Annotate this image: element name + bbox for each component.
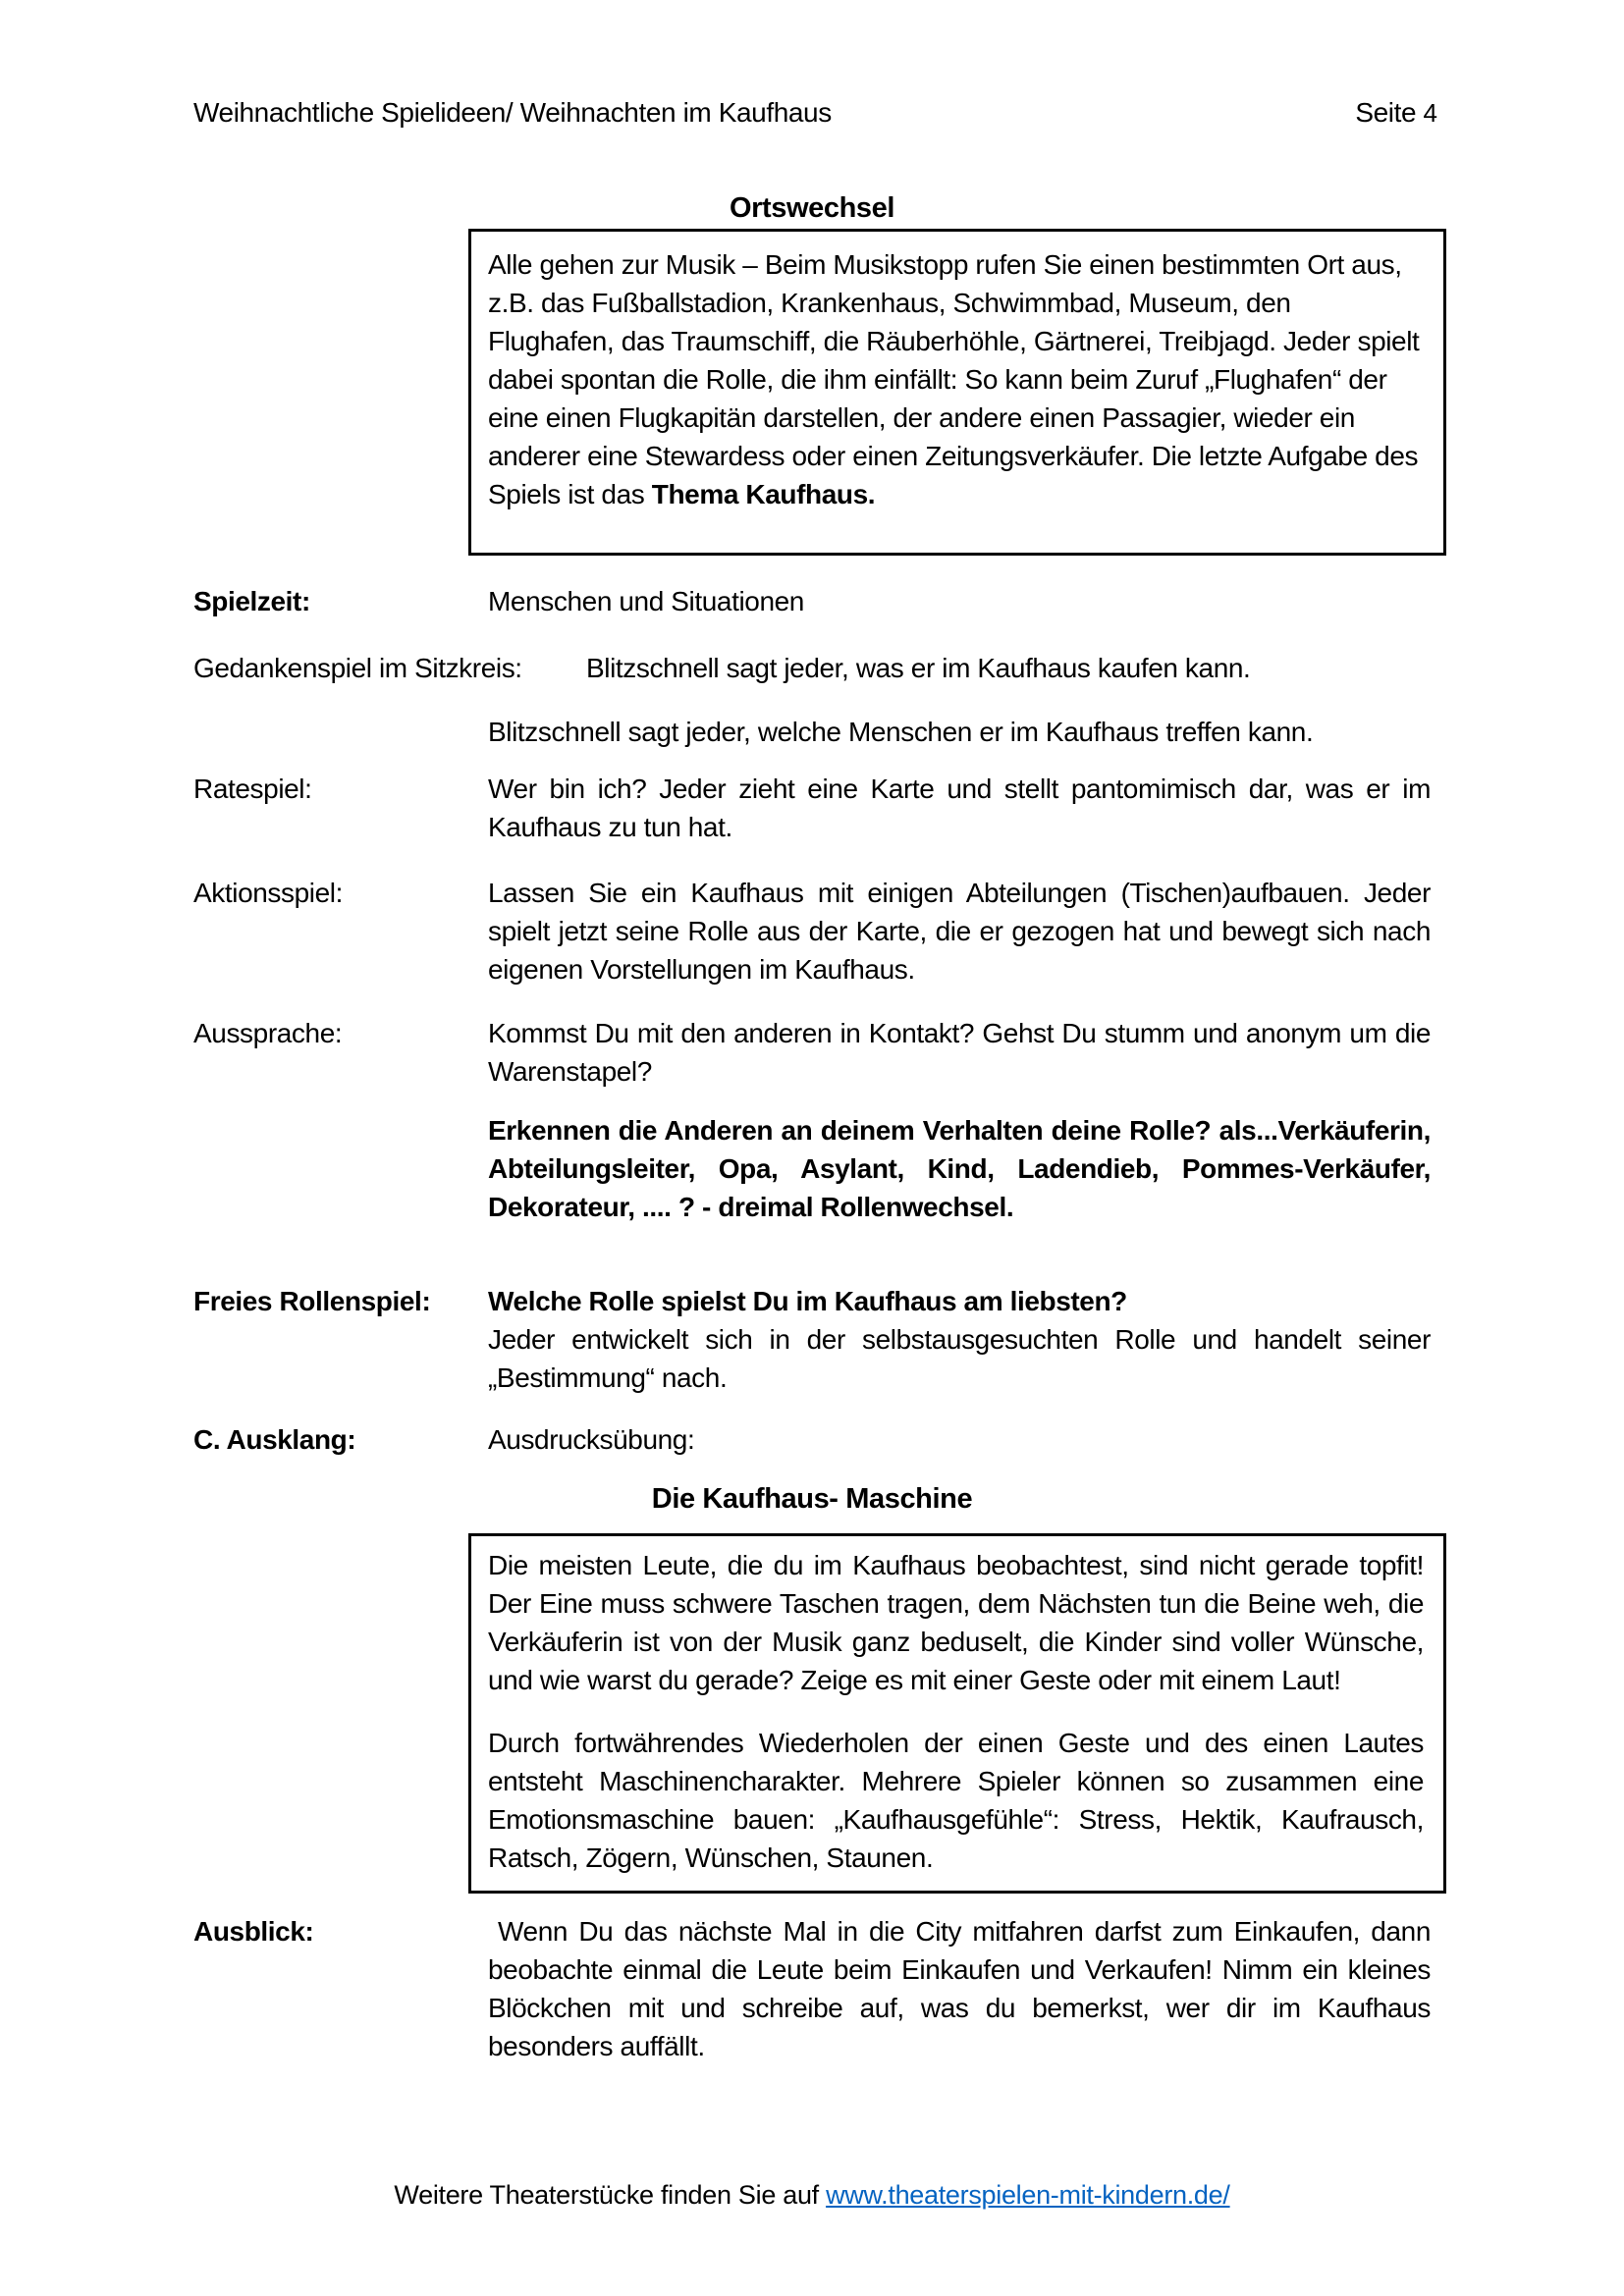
row-freies-rollenspiel-text: Jeder entwickelt sich in der selbstausgesuchten Rolle und handelt seiner „Bestimmung“ nach. (488, 1324, 1431, 1393)
maschine-paragraph-1: Die meisten Leute, die du im Kaufhaus beobachtest, sind nicht gerade topfit! Der Eine muss schwere Taschen tragen, dem Nächsten tun die Beine weh, die Verkäuferin ist von der Musik ganz beduselt, die Kinder sind voller Wünsche, und wie warst du gerade? Zeige es mit einer Geste oder mit einem Laut! (488, 1550, 1424, 1695)
row-blitzschnell-2 (193, 713, 1431, 751)
row-ausblick (193, 1912, 1431, 2065)
footer-text: Weitere Theaterstücke finden Sie auf (394, 2180, 827, 2210)
row-gedankenspiel-text: Blitzschnell sagt jeder, was er im Kaufhaus kaufen kann. (586, 653, 1251, 683)
row-erkennen-text: Erkennen die Anderen an deinem Verhalten deine Rolle? als...Verkäuferin, Abteilungsleiter, Opa, Asylant, Kind, Ladendieb, Pommes-Verkäufer, Dekorateur, .... ? - dreimal Rollenwechsel. (488, 1115, 1431, 1222)
row-freies-rollenspiel (193, 1282, 1431, 1397)
row-freies-rollenspiel-label: Freies Rollenspiel: (193, 1286, 431, 1316)
section-heading-kaufhaus-maschine: Die Kaufhaus- Maschine (651, 1483, 973, 1515)
row-gedankenspiel-label: Gedankenspiel im Sitzkreis: (193, 653, 522, 683)
header-page-number: 4 (1423, 98, 1437, 128)
game-box-kaufhaus-maschine (468, 1533, 1446, 1894)
row-spielzeit-text: Menschen und Situationen (488, 586, 804, 616)
row-ausklang-label: C. Ausklang: (193, 1424, 356, 1455)
row-ausblick-label: Ausblick: (193, 1916, 314, 1947)
game-box-ortswechsel (468, 229, 1446, 556)
header-page-label: Seite (1355, 97, 1417, 128)
row-aussprache (193, 1014, 1431, 1091)
row-aktionsspiel-label: Aktionsspiel: (193, 878, 343, 908)
row-freies-rollenspiel-question: Welche Rolle spielst Du im Kaufhaus am liebsten? (488, 1286, 1127, 1316)
section-heading-ortswechsel: Ortswechsel (729, 192, 895, 224)
header-title: Weihnachtliche Spielideen/ Weihnachten im Kaufhaus (193, 97, 832, 128)
row-ratespiel (193, 770, 1431, 846)
row-erkennen (193, 1111, 1431, 1226)
ortswechsel-body-bold-text: Thema Kaufhaus. (651, 479, 876, 509)
row-aussprache-label: Aussprache: (193, 1018, 343, 1048)
row-spielzeit-label: Spielzeit: (193, 586, 310, 616)
page-footer (193, 2176, 1431, 2215)
row-ratespiel-label: Ratespiel: (193, 774, 312, 804)
row-ausklang (193, 1420, 1431, 1459)
row-ausblick-text: Wenn Du das nächste Mal in die City mitfahren darfst zum Einkaufen, dann beobachte einmal die Leute beim Einkaufen und Verkaufen! Nimm ein kleines Blöckchen mit und schreibe auf, was du bemerkst, wer dir im Kaufhaus besonders auffällt. (488, 1916, 1431, 2061)
header-page-indicator (1355, 93, 1437, 133)
row-ausklang-text: Ausdrucksübung: (488, 1424, 695, 1455)
ortswechsel-body-text: Alle gehen zur Musik – Beim Musikstopp rufen Sie einen bestimmten Ort aus, z.B. das Fußballstadion, Krankenhaus, Schwimmbad, Museum, den Flughafen, das Traumschiff, die Räuberhöhle, Gärtnerei, Treibjagd. Jeder spielt dabei spontan die Rolle, die ihm einfällt: So kann beim Zuruf „Flughafen“ der eine einen Flugkapitän darstellen, der andere einen Passagier, wieder ein anderer eine Stewardess oder einen Zeitungsverkäufer. Die letzte Aufgabe des Spiels ist das (488, 249, 1420, 509)
footer-link[interactable]: www.theaterspielen-mit-kindern.de/ (826, 2180, 1230, 2210)
row-aktionsspiel-text: Lassen Sie ein Kaufhaus mit einigen Abteilungen (Tischen)aufbauen. Jeder spielt jetzt seine Rolle aus der Karte, die er gezogen hat und bewegt sich nach eigenen Vorstellungen im Kaufhaus. (488, 878, 1431, 985)
ortswechsel-body-paragraph (488, 245, 1424, 513)
row-freies-rollenspiel-content (488, 1282, 1431, 1397)
row-ratespiel-text: Wer bin ich? Jeder zieht eine Karte und stellt pantomimisch dar, was er im Kaufhaus zu tun hat. (488, 774, 1431, 842)
page-header (193, 93, 1437, 133)
row-blitzschnell-2-text: Blitzschnell sagt jeder, welche Menschen er im Kaufhaus treffen kann. (488, 717, 1314, 747)
row-aktionsspiel (193, 874, 1431, 988)
row-spielzeit (193, 582, 1431, 620)
maschine-paragraph-2: Durch fortwährendes Wiederholen der einen Geste und des einen Lautes entsteht Maschinencharakter. Mehrere Spieler können so zusammen eine Emotionsmaschine bauen: „Kaufhausgefühle“: Stress, Hektik, Kaufrausch, Ratsch, Zögern, Wünschen, Staunen. (488, 1728, 1424, 1873)
row-gedankenspiel (193, 649, 1431, 687)
row-aussprache-text: Kommst Du mit den anderen in Kontakt? Gehst Du stumm und anonym um die Warenstapel? (488, 1018, 1431, 1087)
